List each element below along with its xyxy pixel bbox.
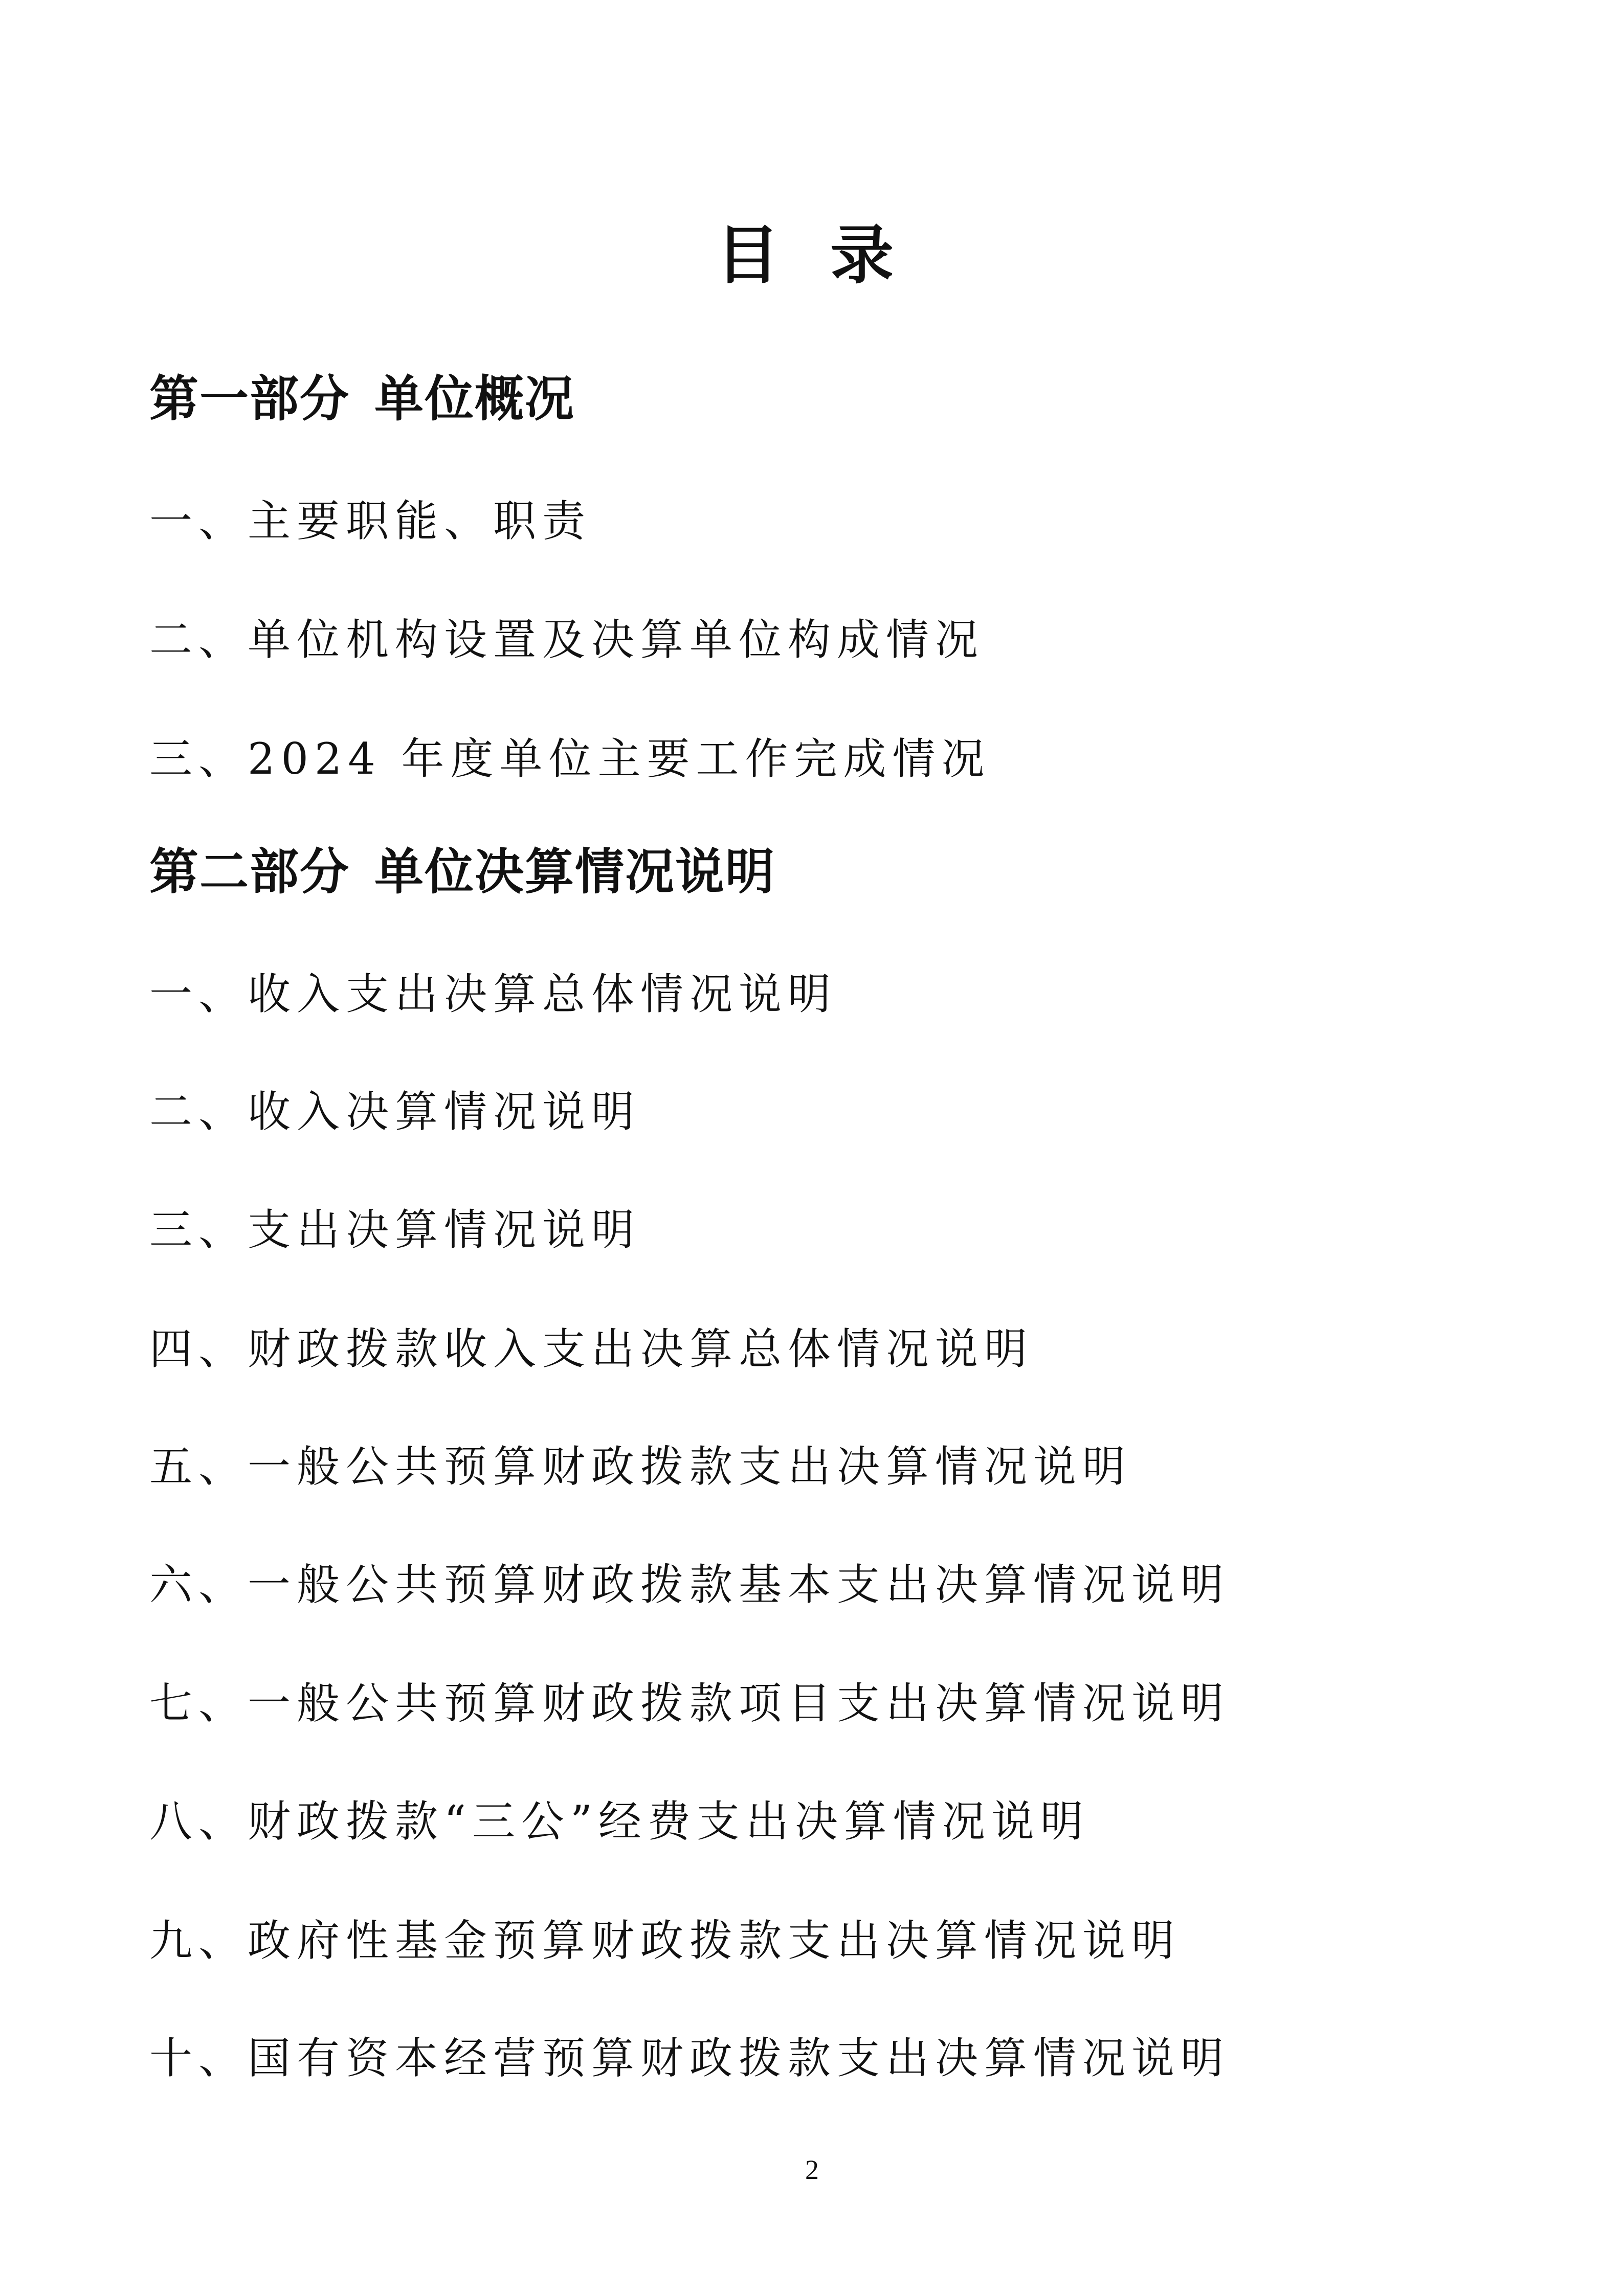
part-title: 单位概况: [374, 370, 575, 427]
toc-entry[interactable]: 三、2024 年度单位主要工作完成情况: [149, 734, 991, 784]
toc-part-heading[interactable]: [149, 839, 1475, 905]
part-title: 单位决算情况说明: [374, 843, 775, 901]
toc-part-heading[interactable]: [149, 366, 1475, 432]
toc-entry[interactable]: 一、收入支出决算总体情况说明: [149, 969, 837, 1019]
toc-entry[interactable]: 二、收入决算情况说明: [149, 1087, 641, 1137]
toc-entry[interactable]: 六、一般公共预算财政拨款基本支出决算情况说明: [149, 1560, 1230, 1610]
part-number: 第一部分: [149, 370, 350, 427]
toc-entry[interactable]: 七、一般公共预算财政拨款项目支出决算情况说明: [149, 1678, 1230, 1728]
toc-entry[interactable]: 八、财政拨款“三公”经费支出决算情况说明: [149, 1796, 1089, 1847]
toc-entry[interactable]: 十、国有资本经营预算财政拨款支出决算情况说明: [149, 2033, 1230, 2083]
toc-entry[interactable]: 四、财政拨款收入支出决算总体情况说明: [149, 1324, 1034, 1374]
toc-entry[interactable]: 二、单位机构设置及决算单位构成情况: [149, 615, 985, 665]
page-number: 2: [805, 2154, 819, 2185]
toc-entry[interactable]: 三、支出决算情况说明: [149, 1205, 641, 1255]
toc-entry[interactable]: 五、一般公共预算财政拨款支出决算情况说明: [149, 1442, 1132, 1492]
part-number: 第二部分: [149, 843, 350, 901]
toc-entry[interactable]: 九、政府性基金预算财政拨款支出决算情况说明: [149, 1916, 1181, 1966]
page-title: 目 录: [716, 219, 908, 292]
toc-entry[interactable]: 一、主要职能、职责: [149, 496, 592, 546]
